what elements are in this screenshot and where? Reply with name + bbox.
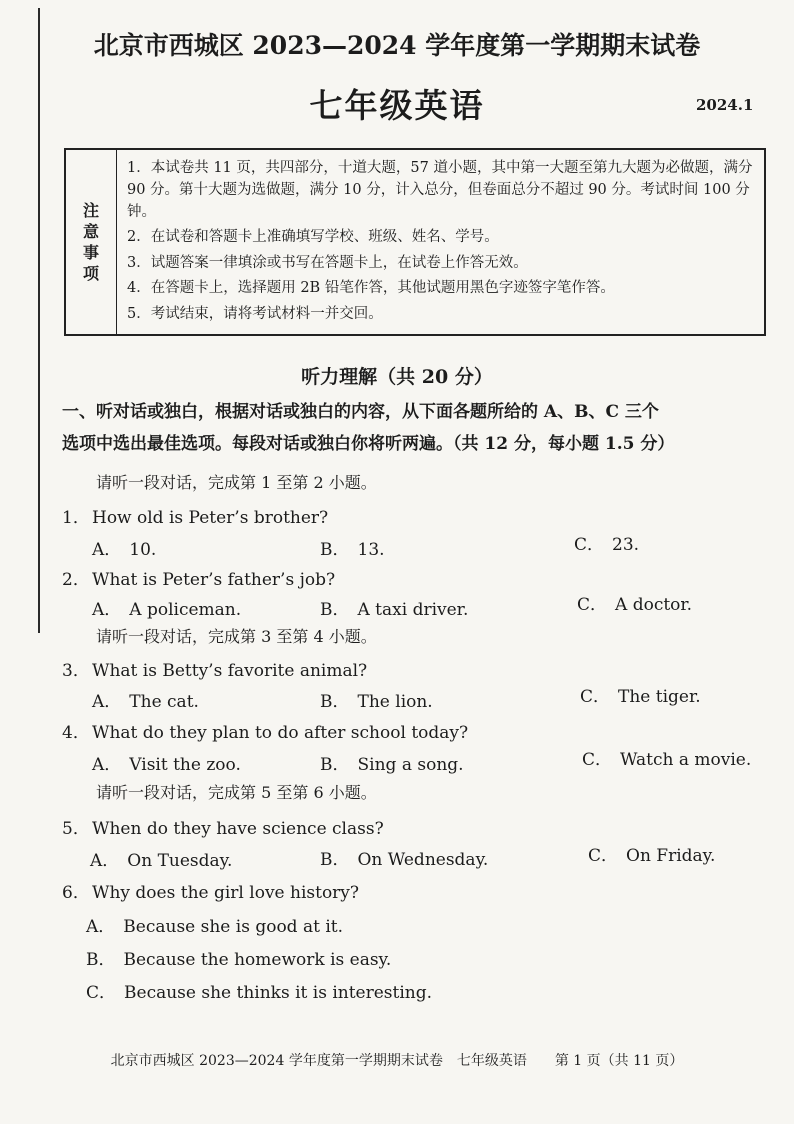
option-text: On Tuesday.: [127, 851, 233, 871]
question: [62, 503, 328, 528]
option-a: [86, 912, 343, 937]
option-text: On Friday.: [626, 846, 716, 866]
question: [62, 814, 384, 839]
option-letter: B．: [320, 600, 350, 620]
option-letter: A．: [86, 917, 116, 937]
notice-item: 4．在答题卡上，选择题用 2B 铅笔作答，其他试题用黑色字迹签字笔作答。: [127, 280, 615, 296]
option-text: Watch a movie.: [620, 750, 752, 770]
option-c: [580, 682, 701, 707]
option-text: 23.: [612, 535, 640, 555]
option-b: [320, 595, 468, 620]
option-letter: C．: [582, 750, 613, 770]
option-letter: C．: [588, 846, 619, 866]
question-text: Why does the girl love history?: [92, 883, 360, 903]
notice-item: 5．考试结束，请将考试材料一并交回。: [127, 305, 383, 322]
option-b: [320, 750, 464, 775]
option-letter: C．: [580, 687, 611, 707]
option-text: Because the homework is easy.: [123, 950, 392, 970]
option-a: [90, 846, 232, 871]
option-b: [320, 535, 385, 560]
option-text: Because she thinks it is interesting.: [124, 983, 433, 1003]
instruction: 请听一段对话，完成第 3 至第 4 小题。: [96, 627, 377, 646]
question-text: When do they have science class?: [92, 819, 384, 839]
exam-date: 2024.1: [696, 96, 754, 114]
section-heading: [62, 396, 788, 460]
option-letter: A．: [92, 600, 122, 620]
option-b: [320, 687, 433, 712]
section-heading-line: 选项中选出最佳选项。每段对话或独白你将听两遍。（共 12 分，每小题 1.5 分）: [62, 434, 675, 454]
option-text: A policeman.: [129, 600, 242, 620]
option-c: [582, 745, 751, 770]
instruction: 请听一段对话，完成第 5 至第 6 小题。: [96, 783, 377, 802]
question-text: What is Peter’s father’s job?: [92, 570, 336, 590]
option-letter: B．: [86, 950, 116, 970]
option-letter: B．: [320, 755, 350, 775]
notice-item: 1．本试卷共 11 页，共四部分，十道大题，57 道小题，其中第一大题至第九大题为必做题，满分 90 分。第十大题为选做题，满分 10 分，计入总分，但卷面总分不超过 90 分。考试时间 100 分钟。: [127, 160, 753, 220]
option-text: The cat.: [129, 692, 199, 712]
option-letter: A．: [92, 755, 122, 775]
notice-list: [117, 150, 764, 334]
notice-label-char: 事: [82, 243, 99, 262]
question: [62, 565, 335, 590]
option-text: A doctor.: [615, 595, 693, 615]
option-text: 13.: [357, 540, 385, 560]
option-letter: C．: [574, 535, 605, 555]
exam-title: 北京市西城区 2023—2024 学年度第一学期期末试卷: [93, 31, 701, 60]
option-letter: A．: [92, 692, 122, 712]
notice-label-char: 意: [82, 222, 99, 241]
option-text: A taxi driver.: [357, 600, 469, 620]
option-text: Because she is good at it.: [123, 917, 344, 937]
page-footer: 北京市西城区 2023—2024 学年度第一学期期末试卷 七年级英语 第 1 页（共 11 页）: [110, 1053, 684, 1069]
option-text: Sing a song.: [357, 755, 464, 775]
option-a: [92, 687, 199, 712]
question: [62, 718, 468, 743]
option-c: [577, 590, 692, 615]
subject-title: 七年级英语: [309, 86, 485, 125]
question: [62, 656, 367, 681]
notice-item: 3．试题答案一律填涂或书写在答题卡上，在试卷上作答无效。: [127, 254, 528, 271]
option-letter: A．: [90, 851, 120, 871]
question: [62, 878, 359, 903]
notice-label-char: 项: [82, 264, 99, 283]
option-text: Visit the zoo.: [129, 755, 241, 775]
option-b: [320, 845, 488, 870]
option-b: [86, 945, 391, 970]
option-text: The tiger.: [618, 687, 701, 707]
question-number: 1．: [62, 508, 90, 528]
option-text: The lion.: [357, 692, 433, 712]
question-number: 2．: [62, 570, 90, 590]
option-letter: B．: [320, 850, 350, 870]
section-heading-line: 一、听对话或独白，根据对话或独白的内容，从下面各题所给的 A、B、C 三个: [62, 402, 659, 422]
option-a: [92, 750, 241, 775]
option-c: [574, 530, 639, 555]
question-number: 5．: [62, 819, 90, 839]
option-a: [92, 535, 156, 560]
question-number: 3．: [62, 661, 90, 681]
option-text: On Wednesday.: [357, 850, 489, 870]
notice-item: 2．在试卷和答题卡上准确填写学校、班级、姓名、学号。: [127, 229, 499, 245]
option-letter: C．: [577, 595, 608, 615]
question-text: What is Betty’s favorite animal?: [92, 661, 368, 681]
notice-box: [64, 148, 766, 336]
question-number: 6．: [62, 883, 90, 903]
instruction: 请听一段对话，完成第 1 至第 2 小题。: [96, 473, 377, 492]
notice-label: [66, 150, 117, 334]
option-c: [588, 841, 715, 866]
question-text: How old is Peter’s brother?: [92, 508, 329, 528]
option-text: 10.: [129, 540, 157, 560]
option-letter: B．: [320, 540, 350, 560]
option-letter: B．: [320, 692, 350, 712]
option-letter: C．: [86, 983, 117, 1003]
option-c: [86, 978, 432, 1003]
question-number: 4．: [62, 723, 90, 743]
question-text: What do they plan to do after school today?: [92, 723, 469, 743]
part-title: 听力理解（共 20 分）: [301, 366, 493, 388]
option-letter: A．: [92, 540, 122, 560]
notice-label-char: 注: [82, 201, 99, 220]
option-a: [92, 595, 241, 620]
